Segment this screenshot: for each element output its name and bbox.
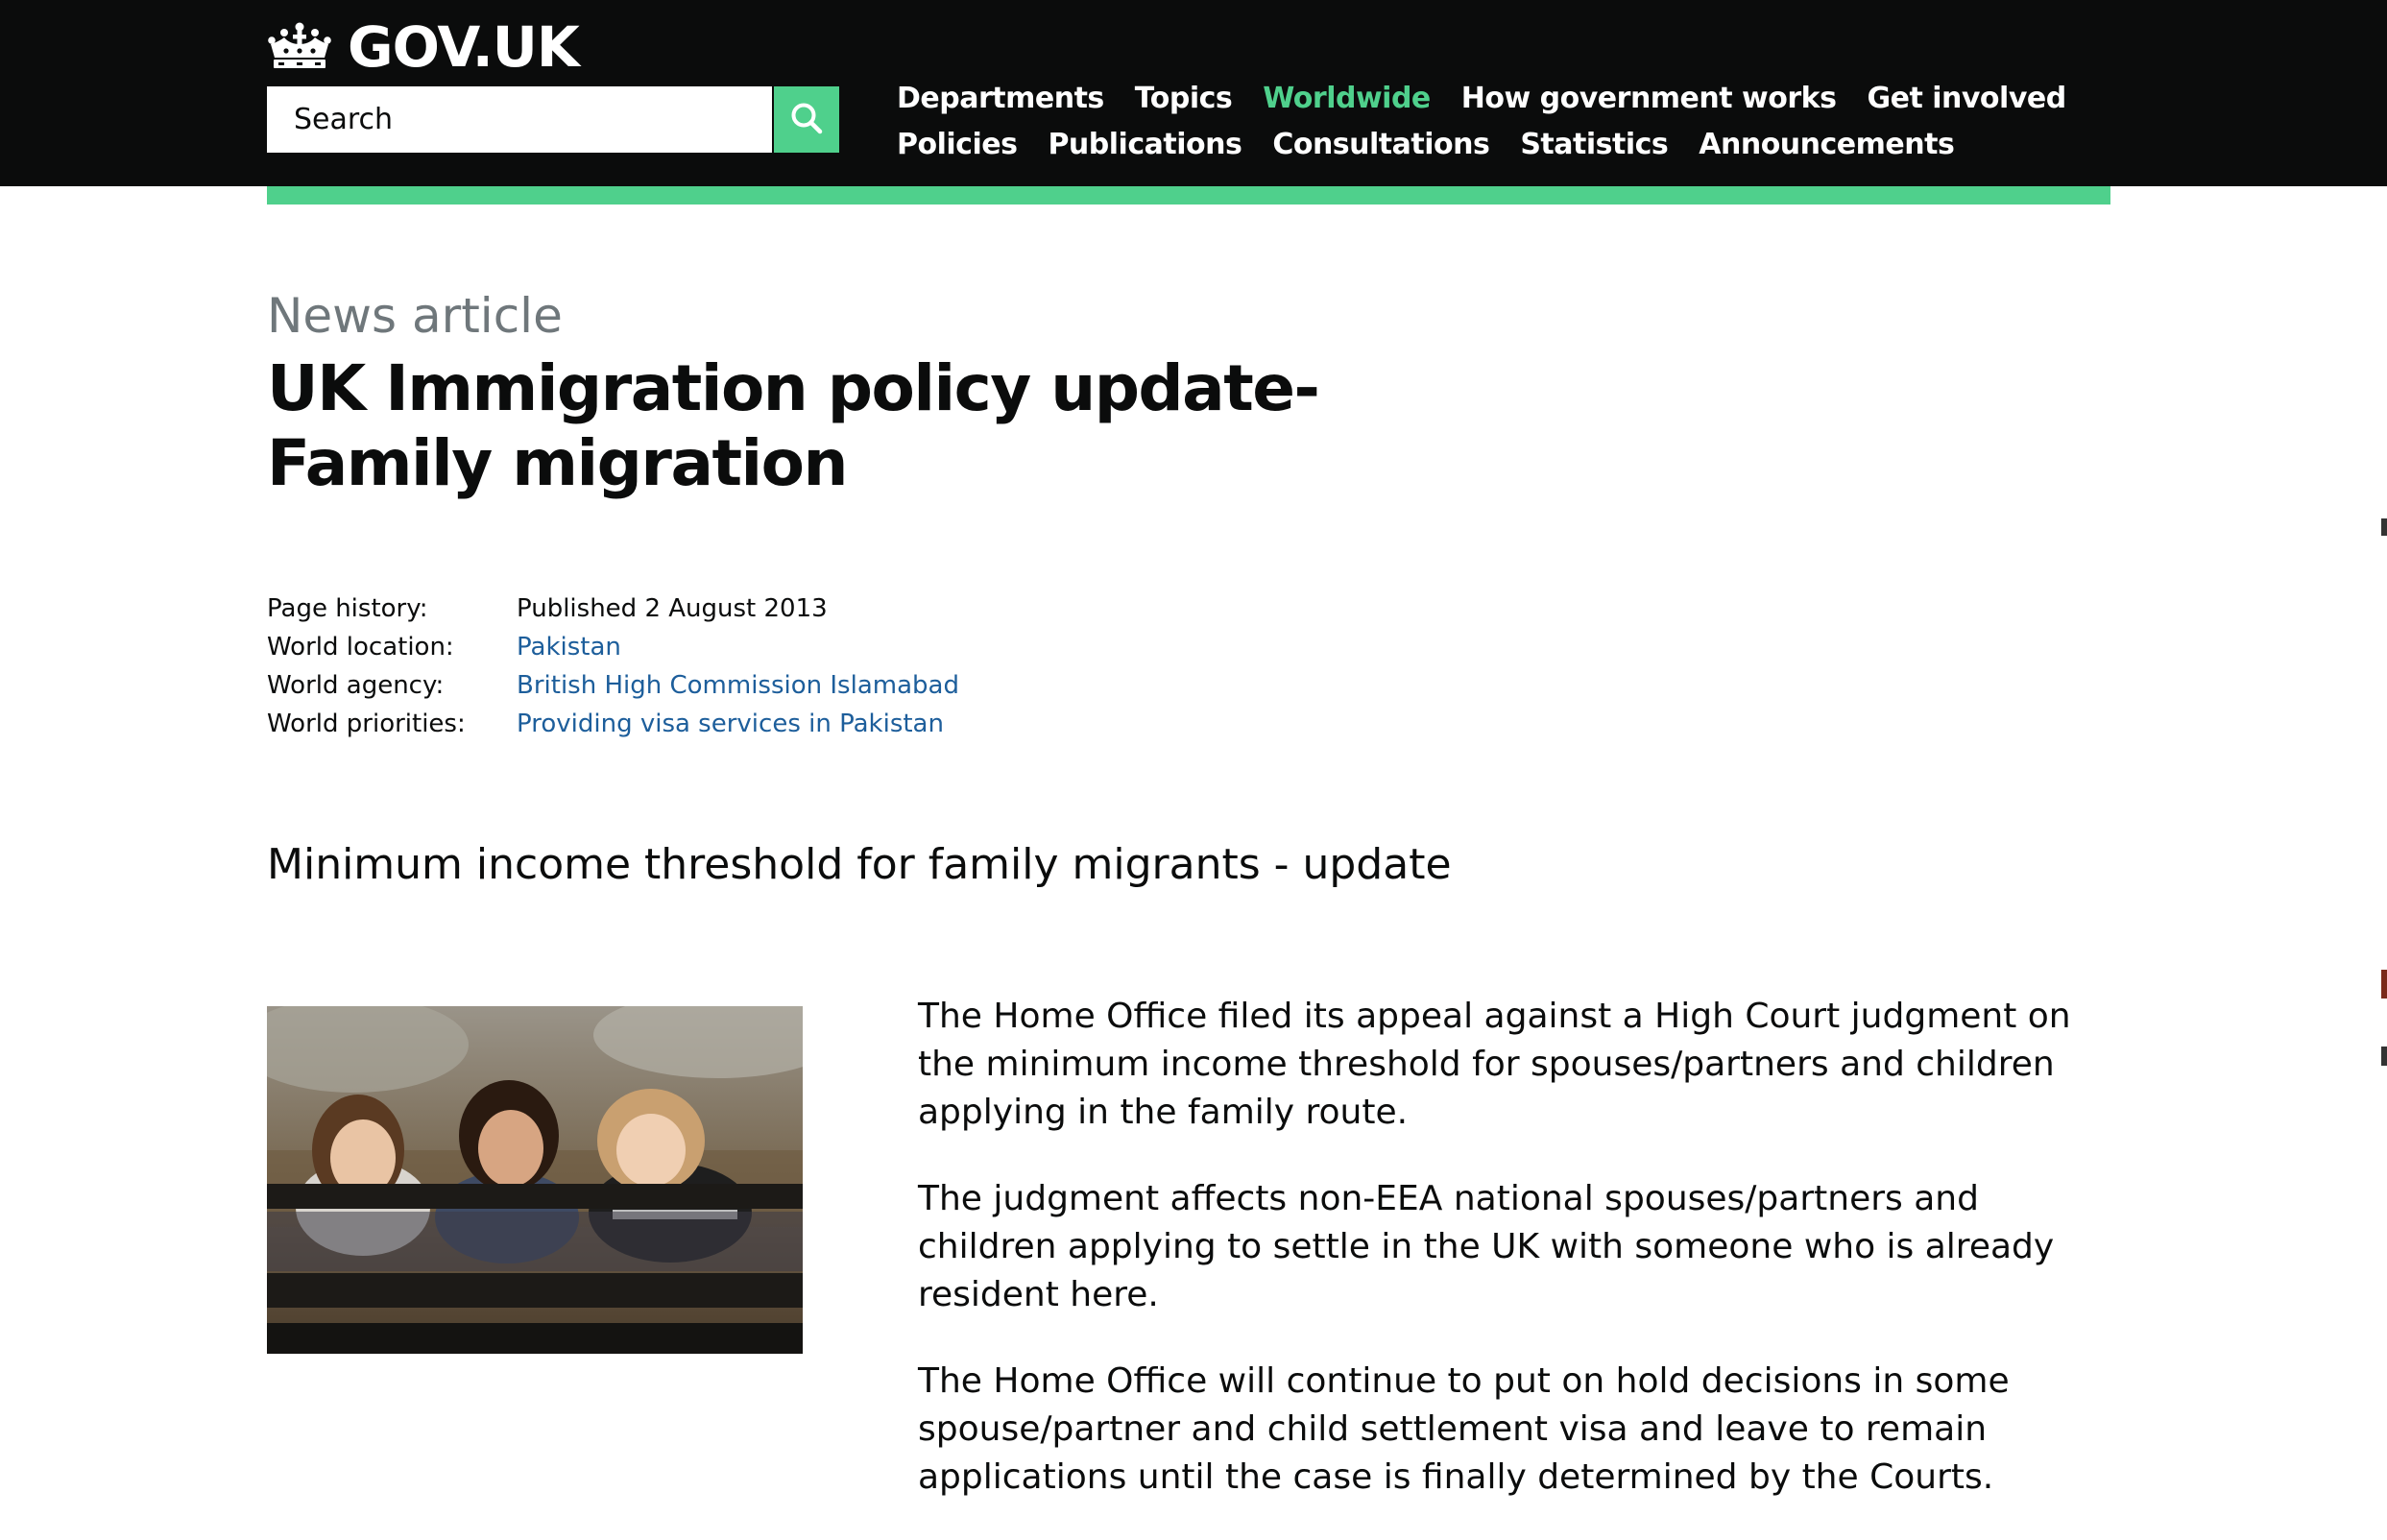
article-metadata	[267, 590, 1419, 743]
metadata-row-world-priorities	[267, 705, 1419, 743]
metadata-label: World priorities:	[267, 710, 466, 738]
world-priorities-link[interactable]: Providing visa services in Pakistan	[517, 710, 944, 738]
search-form	[267, 86, 839, 153]
search-icon	[789, 101, 824, 138]
nav-link-worldwide[interactable]: Worldwide	[1263, 81, 1431, 115]
document-type: News article	[267, 288, 563, 344]
nav-link-consultations[interactable]: Consultations	[1272, 127, 1490, 161]
search-input[interactable]	[267, 86, 772, 153]
article-body	[918, 993, 2128, 1540]
logo-text: GOV.UK	[348, 14, 579, 80]
nav-row-2	[897, 121, 2049, 167]
header-accent-bar	[267, 186, 2110, 205]
site-header	[0, 0, 2379, 186]
main-navigation	[897, 75, 2066, 167]
body-paragraph: The judgment affects non-EEA national spouses/partners and children applying to settle in the UK with someone who is already resident here.	[918, 1179, 2055, 1314]
metadata-row-world-location	[267, 628, 1419, 666]
metadata-label: World agency:	[267, 671, 445, 700]
nav-link-publications[interactable]: Publications	[1048, 127, 1242, 161]
page-title: UK Immigration policy update-Family migration	[267, 351, 1319, 500]
children-photo	[267, 1006, 803, 1354]
crown-icon	[267, 21, 332, 73]
govuk-logo-link[interactable]	[267, 13, 579, 81]
nav-link-announcements[interactable]: Announcements	[1699, 127, 1955, 161]
lead-image	[267, 1006, 803, 1354]
window-edge	[2379, 0, 2387, 1479]
nav-row-1	[897, 75, 2066, 121]
metadata-label: World location:	[267, 633, 454, 662]
nav-link-departments[interactable]: Departments	[897, 81, 1104, 115]
metadata-row-page-history	[267, 590, 1419, 628]
nav-link-policies[interactable]: Policies	[897, 127, 1018, 161]
nav-link-get-involved[interactable]: Get involved	[1867, 81, 2066, 115]
nav-link-statistics[interactable]: Statistics	[1520, 127, 1669, 161]
body-paragraph: The Home Office will continue to put on hold decisions in some spouse/partner and child settlement visa and leave to remain applications until the case is finally determined by the Courts.	[918, 1361, 2010, 1497]
body-paragraph: The Home Office filed its appeal against a High Court judgment on the minimum income threshold for spouses/partners and children applying in the family route.	[918, 997, 2071, 1132]
metadata-row-world-agency	[267, 666, 1419, 705]
search-button[interactable]	[774, 86, 839, 153]
world-location-link[interactable]: Pakistan	[517, 633, 621, 662]
article-summary: Minimum income threshold for family migrants - update	[267, 840, 1452, 889]
metadata-label: Page history:	[267, 594, 428, 623]
nav-link-how-government-works[interactable]: How government works	[1460, 81, 1837, 115]
world-agency-link[interactable]: British High Commission Islamabad	[517, 671, 959, 700]
published-date: Published 2 August 2013	[517, 594, 828, 623]
nav-link-topics[interactable]: Topics	[1134, 81, 1233, 115]
